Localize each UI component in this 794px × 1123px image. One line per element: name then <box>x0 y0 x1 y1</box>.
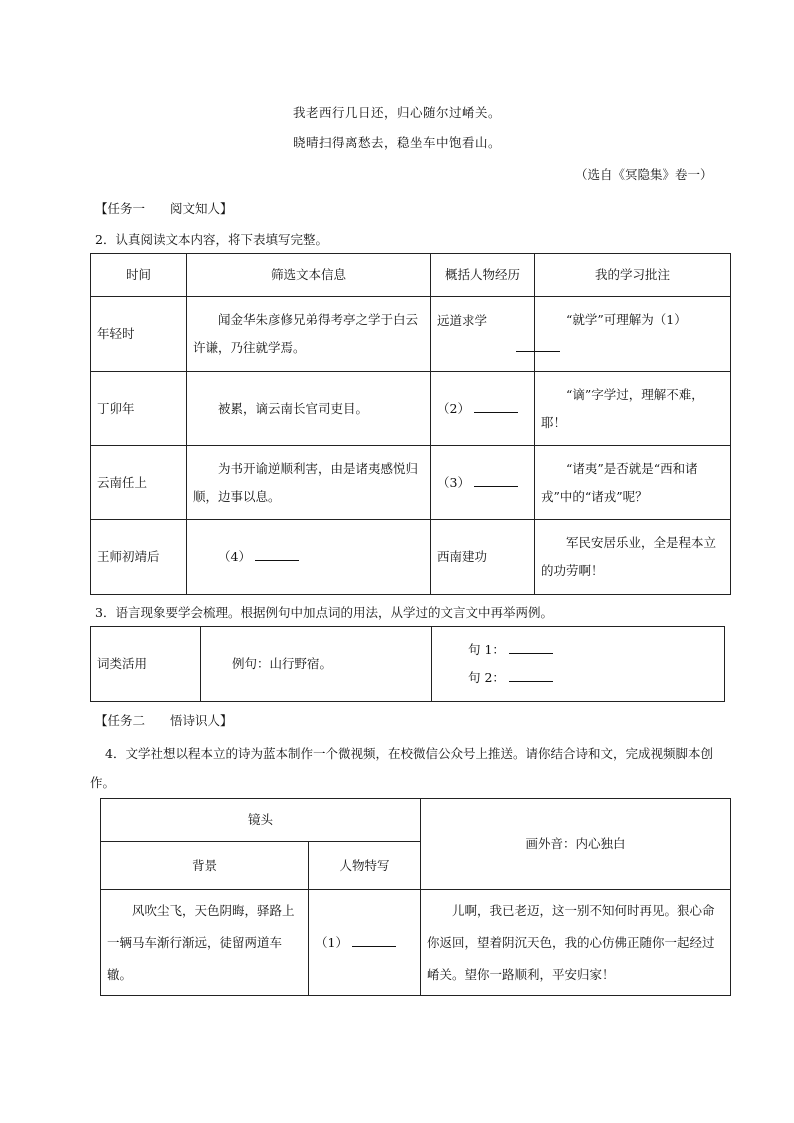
question-4: 4．文学社想以程本立的诗为蓝本制作一个微视频，在校微信公众号上推送。请你结合诗和文，完成视频脚本创作。 <box>90 746 713 790</box>
closeup-header: 人物特写 <box>309 842 421 890</box>
table3-example: 例句：山行野宿。 <box>201 627 432 702</box>
row-time: 丁卯年 <box>91 372 187 446</box>
row-experience: 西南建功 <box>431 520 535 595</box>
table-q2 <box>90 253 731 595</box>
table-row <box>91 297 731 372</box>
note-text: “就学”可理解为（1） <box>566 312 687 327</box>
voiceover-header: 画外音：内心独白 <box>421 799 731 890</box>
row-note: 军民安居乐业，全是程本立的功劳啊！ <box>535 520 731 595</box>
answer-blank-4[interactable] <box>255 546 299 561</box>
row-experience <box>431 446 535 520</box>
sentence-2-label: 句 2： <box>468 670 505 685</box>
question-3: 3．语言现象要学会梳理。根据例句中加点词的用法，从学过的文言文中再举两例。 <box>95 605 553 620</box>
row-info: 被累，谪云南长官司吏目。 <box>187 372 431 446</box>
blank-label-3: （3） <box>437 474 470 490</box>
header-note: 我的学习批注 <box>535 254 731 297</box>
row-experience: 远道求学 <box>431 297 535 372</box>
answer-blank-1[interactable] <box>516 337 560 352</box>
header-time: 时间 <box>91 254 187 297</box>
poem-source: （选自《冥隐集》卷一） <box>575 167 713 182</box>
table-row <box>91 520 731 595</box>
row-info: 闻金华朱彦修兄弟得考亭之学于白云许谦，乃往就学焉。 <box>187 297 431 372</box>
row-info: 为书开谕逆顺利害，由是诸夷感悦归顺，边事以息。 <box>187 446 431 520</box>
table-q3 <box>90 626 725 702</box>
task1-heading: 【任务一 阅文知人】 <box>95 201 233 216</box>
row-note: “诸夷”是否就是“西和诸戎”中的“诸戎”呢？ <box>535 446 731 520</box>
row-note <box>535 297 731 372</box>
header-experience: 概括人物经历 <box>431 254 535 297</box>
blank-label-4: （4） <box>218 549 251 564</box>
table-q4 <box>100 798 731 996</box>
closeup-blank[interactable] <box>352 932 396 947</box>
task2-heading: 【任务二 悟诗识人】 <box>95 713 233 728</box>
poem-line-1: 我老西行几日还，归心随尔过崤关。 <box>292 105 501 120</box>
question-2: 2．认真阅读文本内容，将下表填写完整。 <box>95 232 328 247</box>
row-time: 王师初靖后 <box>91 520 187 595</box>
row-time: 年轻时 <box>91 297 187 372</box>
table-row <box>91 446 731 520</box>
table3-answers <box>432 627 725 702</box>
table-row <box>91 372 731 446</box>
answer-blank-2[interactable] <box>474 398 518 413</box>
header-info: 筛选文本信息 <box>187 254 431 297</box>
blank-label-2: （2） <box>437 400 470 416</box>
row-experience <box>431 372 535 446</box>
sentence-1-blank[interactable] <box>509 639 553 654</box>
sentence-1-label: 句 1： <box>468 642 505 657</box>
row-note: “谪”字学过，理解不难，耶！ <box>535 372 731 446</box>
poem-line-2: 晓晴扫得离愁去，稳坐车中饱看山。 <box>292 135 501 150</box>
row-time: 云南任上 <box>91 446 187 520</box>
lens-header: 镜头 <box>101 799 421 842</box>
sentence-2-blank[interactable] <box>509 667 553 682</box>
monologue-text: 儿啊，我已老迈，这一别不知何时再见。狠心命你返回，望着阴沉天色，我的心仿佛正随你一起经过崤关。望你一路顺利，平安归家！ <box>421 890 731 996</box>
closeup-label: （1） <box>315 934 348 950</box>
background-header: 背景 <box>101 842 309 890</box>
table3-label: 词类活用 <box>91 627 201 702</box>
answer-blank-3[interactable] <box>474 472 518 487</box>
row-info <box>187 520 431 595</box>
background-text: 风吹尘飞，天色阴晦，驿路上一辆马车渐行渐远，徒留两道车辙。 <box>101 890 309 996</box>
table-header-row <box>91 254 731 297</box>
closeup-cell <box>309 890 421 996</box>
